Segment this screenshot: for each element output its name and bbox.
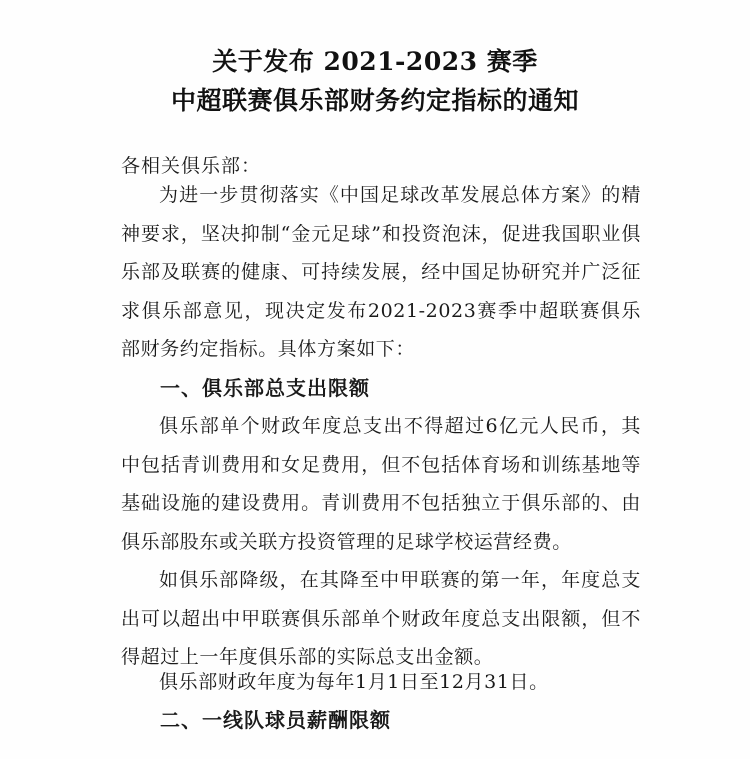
section1-paragraph-1: 俱乐部单个财政年度总支出不得超过6亿元人民币，其中包括青训费用和女足费用，但不包括体育场和训练基地等基础设施的建设费用。青训费用不包括独立于俱乐部的、由俱乐部股东或关联方投资管理的足球学校运营经费。 (121, 415, 641, 553)
section1-paragraph-2: 如俱乐部降级，在其降至中甲联赛的第一年，年度总支出可以超出中甲联赛俱乐部单个财政年度总支出限额，但不得超过上一年度俱乐部的实际总支出金额。 (121, 569, 641, 669)
document-title-line2: 中超联赛俱乐部财务约定指标的通知 (170, 86, 579, 115)
document-title-line1: 关于发布 2021-2023 赛季 (212, 47, 538, 76)
section1-paragraph-3: 俱乐部财政年度为每年1月1日至12月31日。 (159, 671, 549, 693)
salutation: 各相关俱乐部： (121, 155, 262, 177)
intro-paragraph: 为进一步贯彻落实《中国足球改革发展总体方案》的精神要求，坚决抑制“金元足球”和投资泡沫，促进我国职业俱乐部及联赛的健康、可持续发展，经中国足协研究并广泛征求俱乐部意见，现决定发布2021-2023赛季中超联赛俱乐部财务约定指标。具体方案如下： (121, 184, 641, 361)
section1-heading: 一、俱乐部总支出限额 (160, 376, 370, 400)
section2-heading: 二、一线队球员薪酬限额 (160, 708, 391, 732)
